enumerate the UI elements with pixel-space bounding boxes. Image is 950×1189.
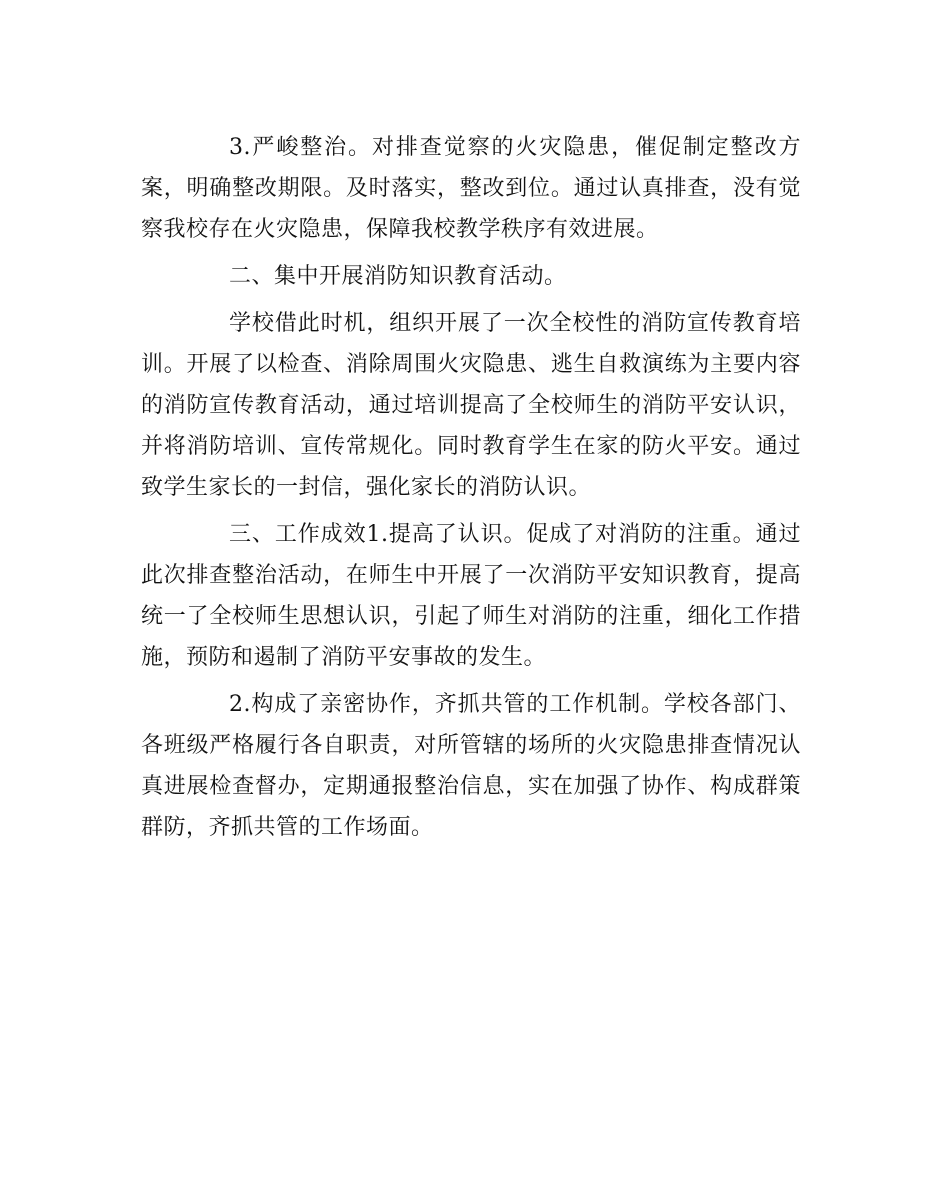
paragraph-results-mechanism: 2.构成了亲密协作，齐抓共管的工作机制。学校各部门、各班级严格履行各自职责，对所管辖的场所的火灾隐患排查情况认真进展检查督办，定期通报整治信息，实在加强了协作、构成群策群防，齐抓共管的工作场面。 xyxy=(141,692,801,840)
section-heading-education: 二、集中开展消防知识教育活动。 xyxy=(229,264,567,289)
paragraph-training: 学校借此时机，组织开展了一次全校性的消防宣传教育培训。开展了以检查、消除周围火灾隐患、逃生自救演练为主要内容的消防宣传教育活动，通过培训提高了全校师生的消防平安认识，并将消防培训、宣传常规化。同时教育学生在家的防火平安。通过致学生家长的一封信，强化家长的消防认识。 xyxy=(141,311,801,500)
paragraph-rectification: 3.严峻整治。对排查觉察的火灾隐患，催促制定整改方案，明确整改期限。及时落实，整改到位。通过认真排查，没有觉察我校存在火灾隐患，保障我校教学秩序有效进展。 xyxy=(141,135,801,242)
document-body xyxy=(141,127,801,854)
paragraph-results-awareness: 三、工作成效1.提高了认识。促成了对消防的注重。通过此次排查整治活动，在师生中开展了一次消防平安知识教育，提高统一了全校师生思想认识，引起了师生对消防的注重，细化工作措施，预防和遏制了消防平安事故的发生。 xyxy=(141,522,801,670)
